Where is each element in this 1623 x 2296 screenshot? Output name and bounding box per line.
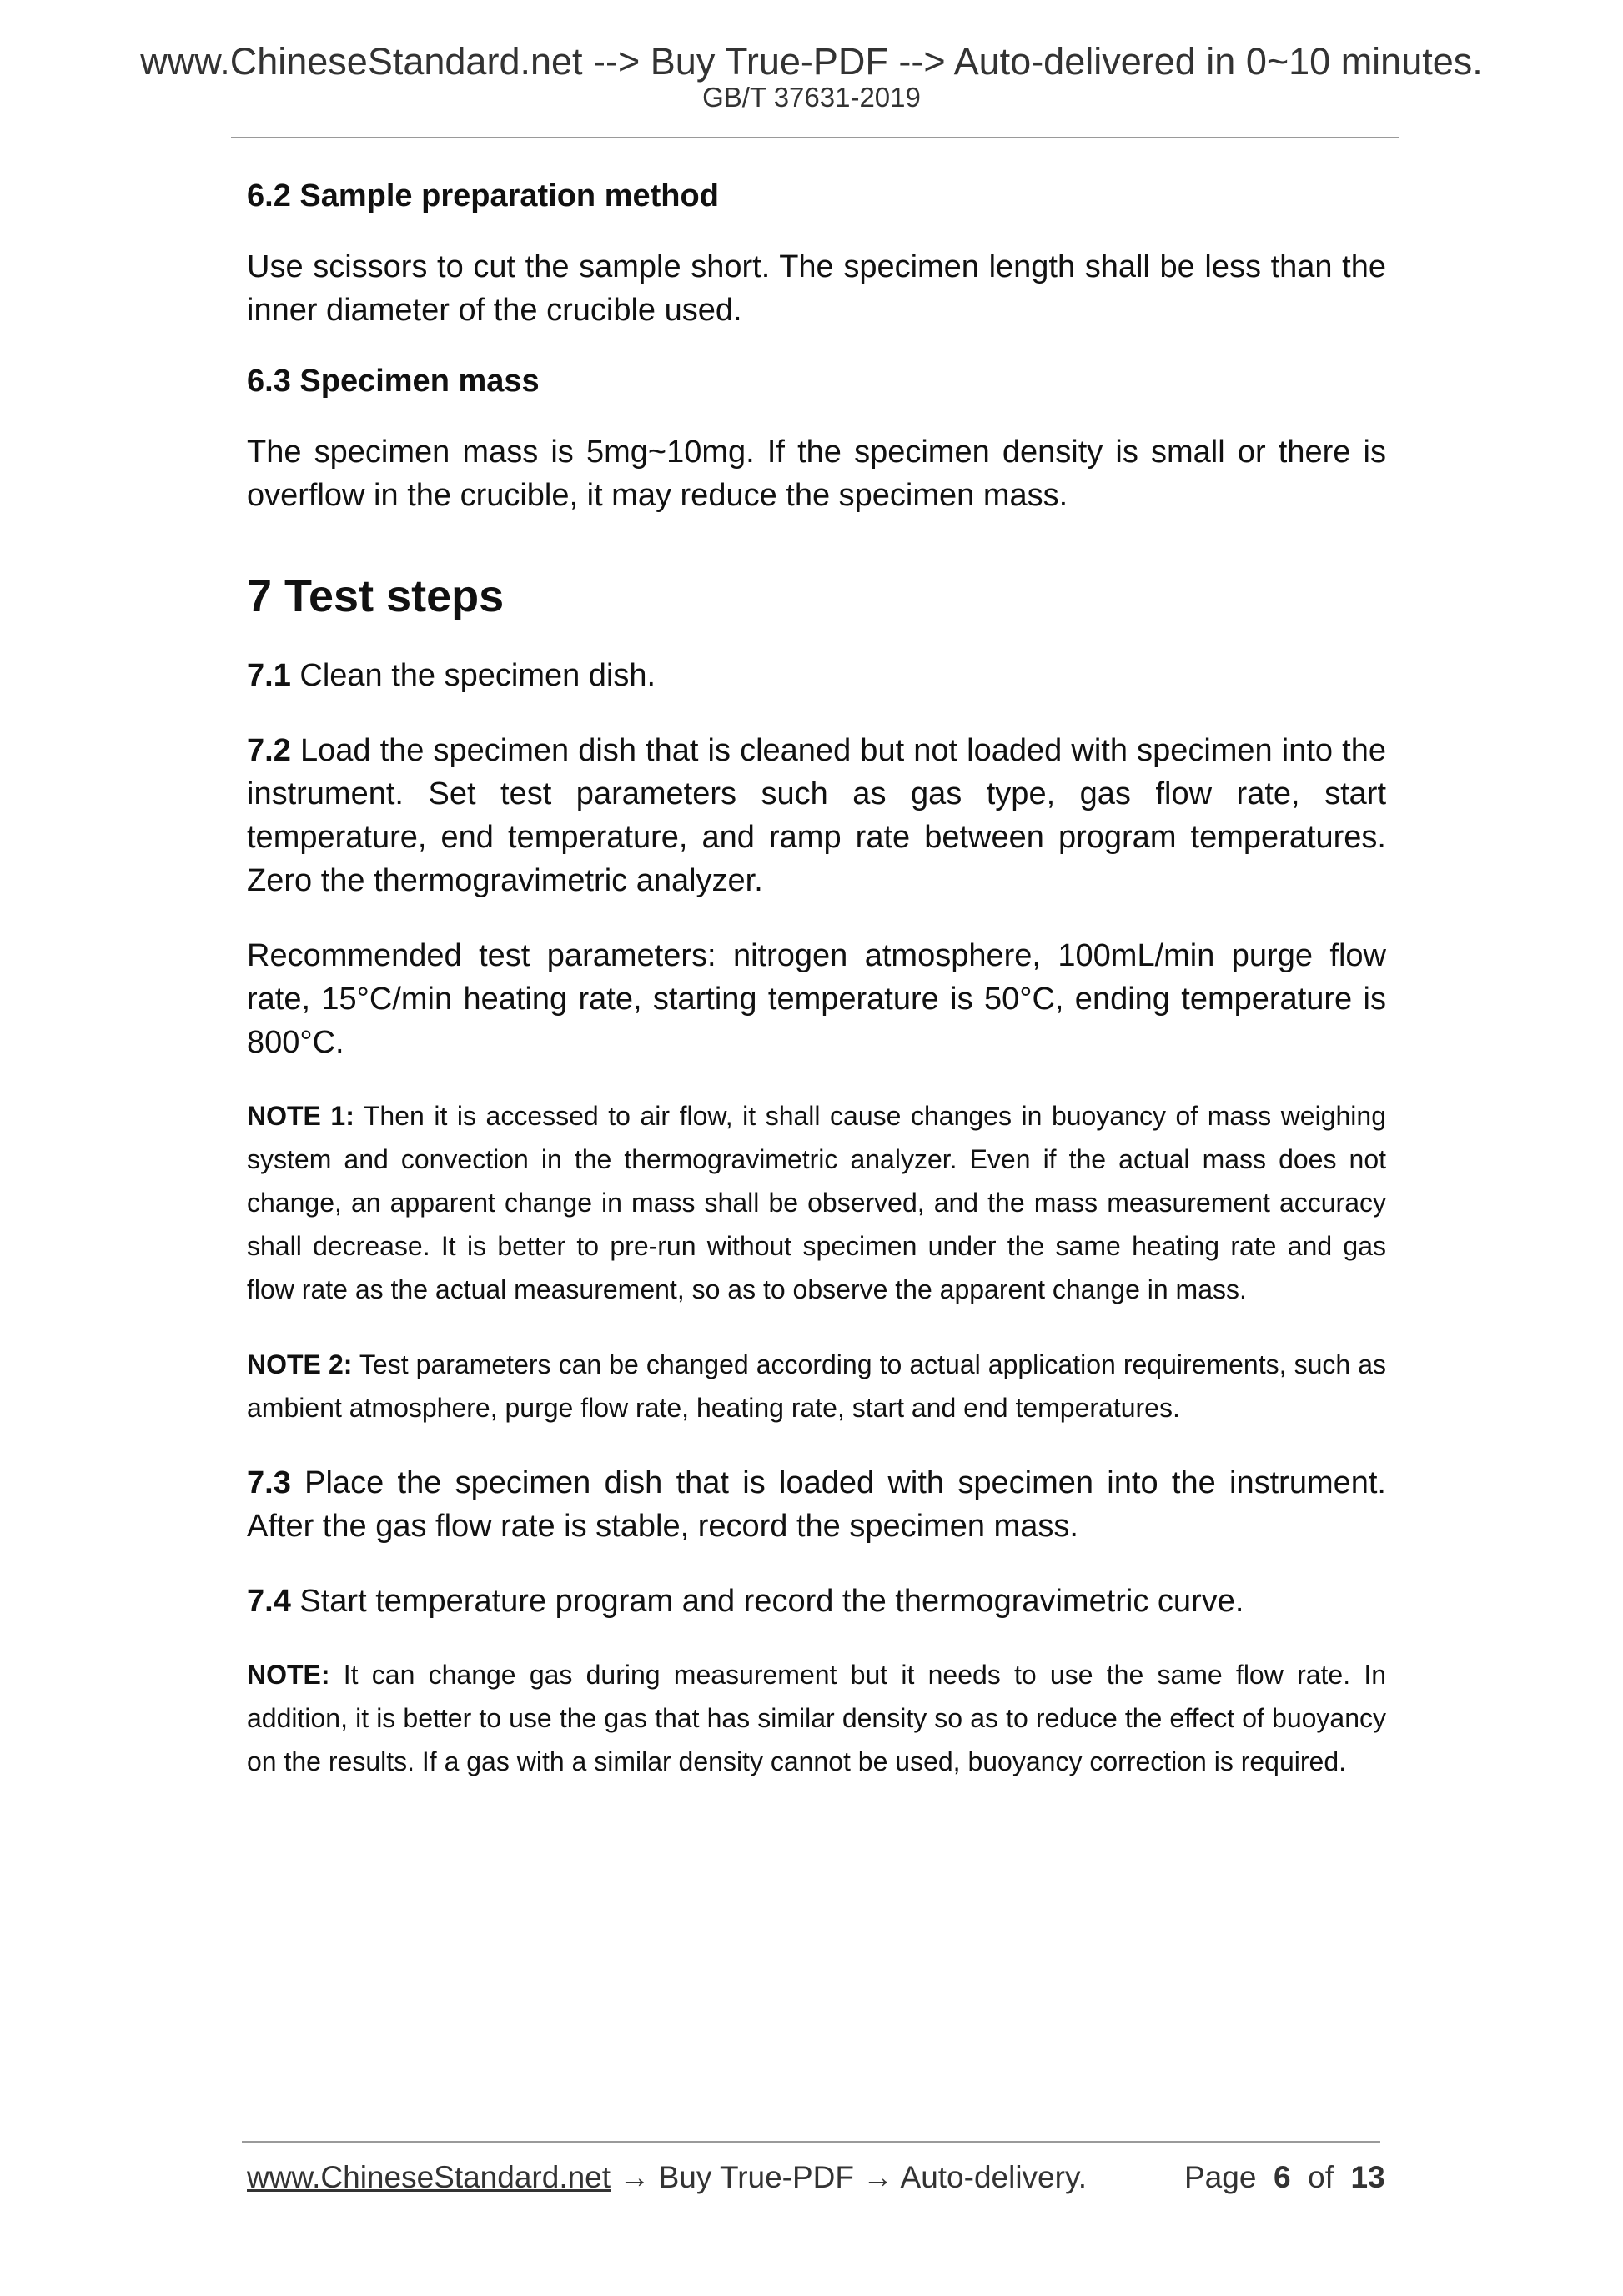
of-word: of	[1308, 2160, 1334, 2194]
note-2-text: Test parameters can be changed according to actual application requirements, such as ambient atmosphere, purge flow rate, heating rate, start and end temperatures.	[247, 1349, 1387, 1423]
step-7-3	[247, 1461, 1386, 1548]
note-3-label: NOTE:	[247, 1660, 330, 1690]
page-number	[1184, 2160, 1385, 2195]
step-7-4	[247, 1580, 1386, 1623]
footer-site-link[interactable]: www.ChineseStandard.net	[247, 2160, 611, 2194]
footer-divider	[242, 2141, 1380, 2143]
note-2-label: NOTE 2:	[247, 1349, 353, 1379]
note-2	[247, 1343, 1386, 1429]
site-banner: www.ChineseStandard.net --> Buy True-PDF --> Auto-delivered in 0~10 minutes.	[140, 40, 1483, 83]
recommended-parameters: Recommended test parameters: nitrogen atmosphere, 100mL/min purge flow rate, 15°C/min heating rate, starting temperature is 50°C, ending temperature is 800°C.	[247, 938, 1386, 1060]
section-6-3-body: The specimen mass is 5mg~10mg. If the specimen density is small or there is overflow in the crucible, it may reduce the specimen mass.	[247, 435, 1386, 513]
step-7-2-number: 7.2	[247, 733, 291, 768]
page-current: 6	[1273, 2160, 1291, 2194]
step-7-1-text: Clean the specimen dish.	[299, 658, 656, 693]
note-1-text: Then it is accessed to air flow, it shall cause changes in buoyancy of mass weighing system and convection in the thermogravimetric analyzer. Even if the actual mass does not change, an apparent change in mass shall be observed, and the mass measurement accuracy shall decrease. It is better to pre-run without specimen under the same heating rate and gas flow rate as the actual measurement, so as to observe the apparent change in mass.	[247, 1101, 1387, 1304]
section-7-title: 7 Test steps	[247, 571, 505, 621]
footer-promo	[247, 2160, 1087, 2195]
note-3	[247, 1653, 1386, 1783]
section-6-2-body: Use scissors to cut the sample short. The specimen length shall be less than the inner diameter of the crucible used.	[247, 249, 1386, 328]
page-total: 13	[1350, 2160, 1385, 2194]
step-7-3-number: 7.3	[247, 1465, 291, 1500]
note-1-label: NOTE 1:	[247, 1101, 354, 1131]
section-6-2-title: 6.2 Sample preparation method	[247, 178, 719, 214]
step-7-2	[247, 729, 1386, 902]
step-7-2-text: Load the specimen dish that is cleaned but not loaded with specimen into the instrument. Set test parameters such as gas type, gas flow rate, start temperature, end temperature, and ramp rate between program temperatures. Zero the thermogravimetric analyzer.	[247, 733, 1386, 898]
step-7-3-text: Place the specimen dish that is loaded with specimen into the instrument. After the gas flow rate is stable, record the specimen mass.	[247, 1465, 1386, 1544]
page-word: Page	[1184, 2160, 1257, 2194]
page-content	[247, 173, 1386, 1783]
header-divider	[231, 137, 1399, 138]
section-6-3-title: 6.3 Specimen mass	[247, 364, 540, 399]
standard-code: GB/T 37631-2019	[702, 82, 921, 113]
step-7-4-text: Start temperature program and record the thermogravimetric curve.	[299, 1584, 1244, 1619]
note-3-text: It can change gas during measurement but it needs to use the same flow rate. In addition, it is better to use the gas that has similar density so as to reduce the effect of buoyancy on the results. If a gas with a similar density cannot be used, buoyancy correction is required.	[247, 1660, 1387, 1776]
step-7-4-number: 7.4	[247, 1584, 291, 1619]
note-1	[247, 1094, 1386, 1311]
step-7-1-number: 7.1	[247, 658, 291, 693]
step-7-1	[247, 654, 1386, 697]
footer-promo-text: → Buy True-PDF → Auto-delivery.	[611, 2160, 1087, 2194]
